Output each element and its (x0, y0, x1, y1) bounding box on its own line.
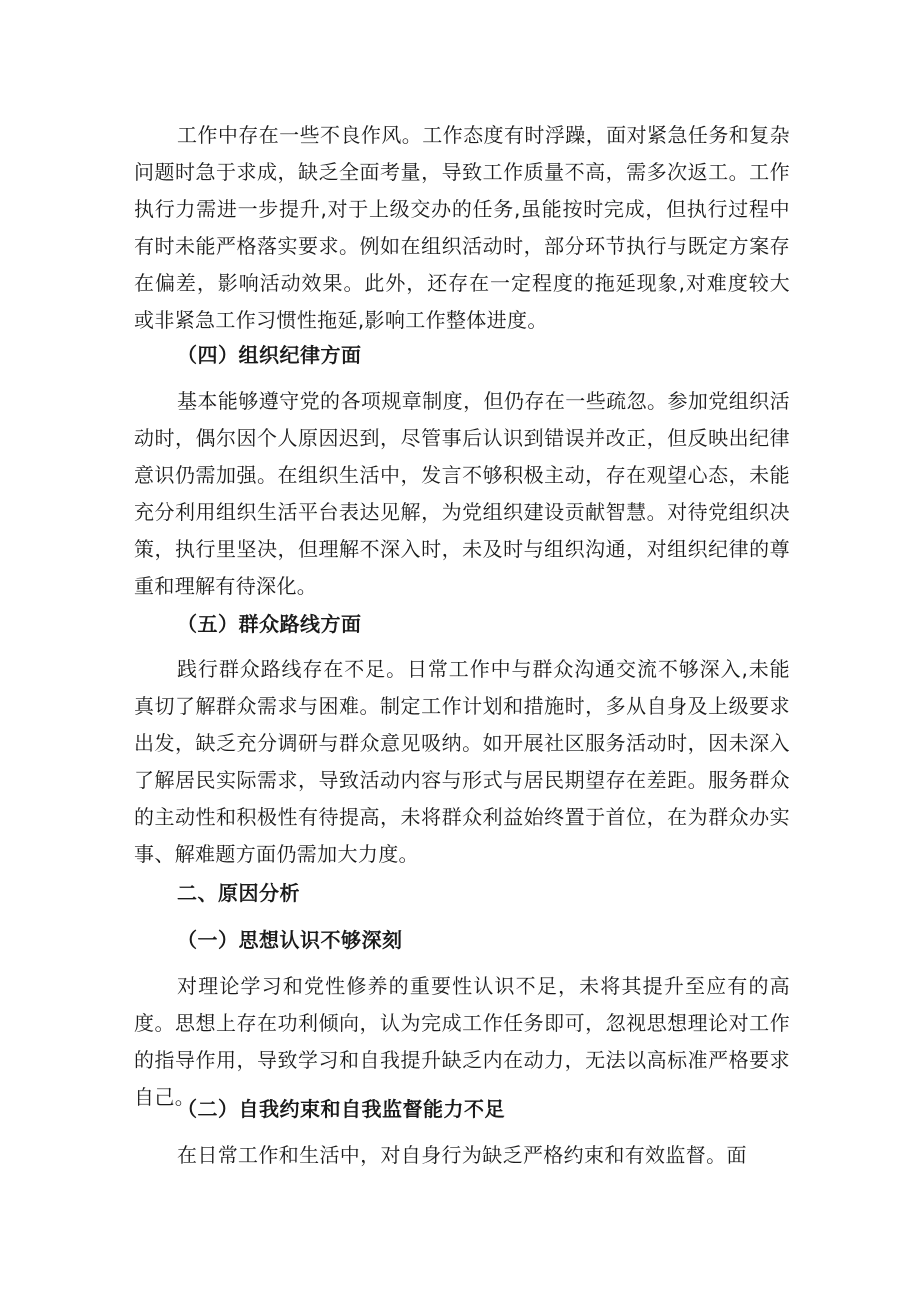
heading-organizational-discipline: （四）组织纪律方面 (177, 343, 362, 367)
paragraph-self-discipline: 在日常工作和生活中，对自身行为缺乏严格约束和有效监督。面 (177, 1143, 747, 1167)
paragraph-work-style: 工作中存在一些不良作风。工作态度有时浮躁，面对紧急任务和复杂问题时急于求成，缺乏全面考量，导致工作质量不高，需多次返工。工作执行力需进一步提升,对于上级交办的任务,虽能按时完成，但执行过程中有时未能严格落实要求。例如在组织活动时，部分环节执行与既定方案存在偏差，影响活动效果。此外，还存在一定程度的拖延现象,对难度较大或非紧急工作习惯性拖延,影响工作整体进度。 (134, 123, 790, 332)
heading-cause-analysis: 二、原因分析 (177, 881, 300, 905)
heading-ideological-understanding: （一）思想认识不够深刻 (177, 928, 403, 952)
heading-mass-line: （五）群众路线方面 (177, 612, 362, 636)
paragraph-mass-line: 践行群众路线存在不足。日常工作中与群众沟通交流不够深入,未能真切了解群众需求与困难。制定工作计划和措施时，多从自身及上级要求出发，缺乏充分调研与群众意见吸纳。如开展社区服务活动时，因未深入了解居民实际需求，导致活动内容与形式与居民期望存在差距。服务群众的主动性和积极性有待提高，未将群众利益始终置于首位，在为群众办实事、解难题方面仍需加大力度。 (134, 657, 790, 866)
paragraph-discipline: 基本能够遵守党的各项规章制度，但仍存在一些疏忽。参加党组织活动时，偶尔因个人原因迟到，尽管事后认识到错误并改正，但反映出纪律意识仍需加强。在组织生活中，发言不够积极主动，存在观望心态，未能充分利用组织生活平台表达见解，为党组织建设贡献智慧。对待党组织决策，执行里坚决，但理解不深入时，未及时与组织沟通，对组织纪律的尊重和理解有待深化。 (134, 389, 790, 598)
heading-self-discipline: （二）自我约束和自我监督能力不足 (177, 1097, 505, 1121)
paragraph-thinking: 对理论学习和党性修养的重要性认识不足，未将其提升至应有的高度。思想上存在功利倾向，认为完成工作任务即可，忽视思想理论对工作的指导作用，导致学习和自我提升缺乏内在动力，无法以高标准严格要求自己。 (134, 974, 790, 1109)
